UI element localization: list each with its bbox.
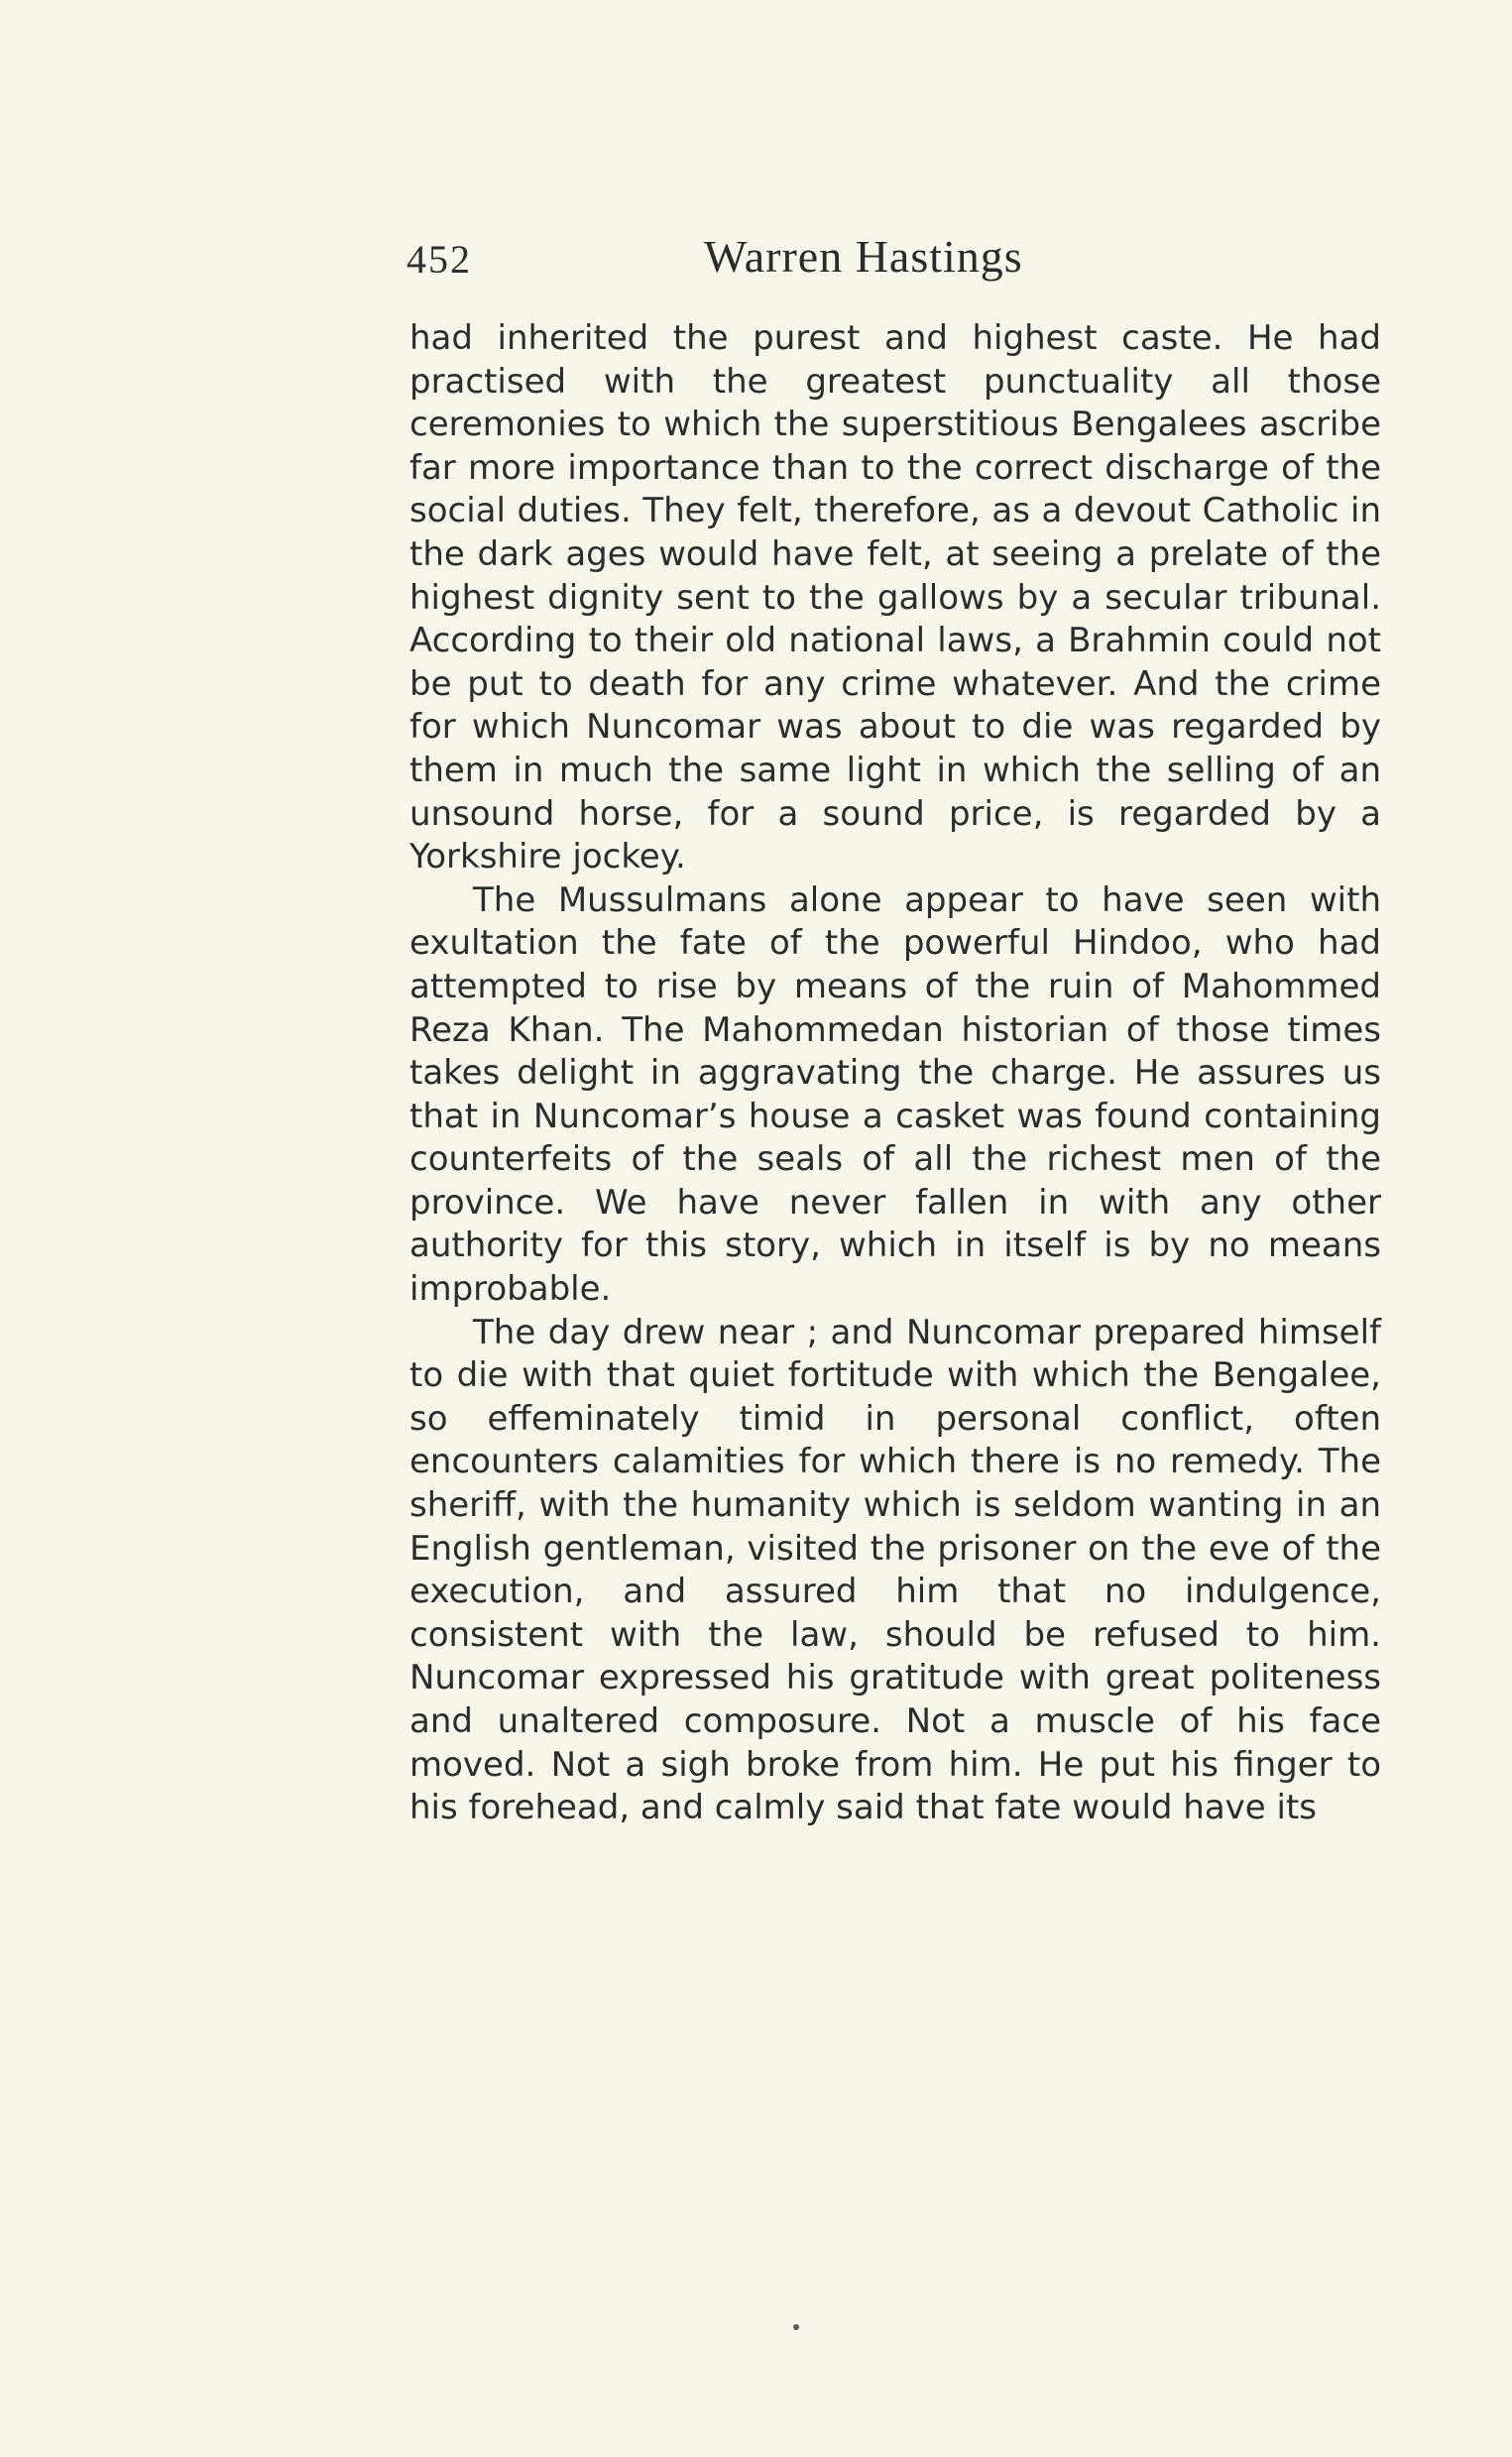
paragraph: The day drew near ; and Nuncomar prepared himself to die with that quiet fortitude with which the Bengalee, so effeminately timid in personal conflict, often encounters calamities for which there is no remedy. The sheriff, with the humanity which is seldom wanting in an English gentleman, visited the prisoner on the eve of the execution, and assured him that no indulgence, consistent with the law, should be refused to him. Nuncomar expressed his gratitude with great politeness and unaltered composure. Not a muscle of his face moved. Not a sigh broke from him. He put his finger to his forehead, and calmly said that fate would have its: [409, 1312, 1381, 1828]
page-number: 452: [407, 237, 472, 282]
page-header: [407, 230, 1383, 299]
paragraph: had inherited the purest and highest caste. He had practised with the greatest punctuality all those ceremonies to which the superstitious Bengalees ascribe far more importance than to the correct discharge of the social duties. They felt, therefore, as a devout Catholic in the dark ages would have felt, at seeing a prelate of the highest dignity sent to the gallows by a secular tribunal. According to their old national laws, a Brahmin could not be put to death for any crime whatever. And the crime for which Nuncomar was about to die was regarded by them in much the same light in which the selling of an unsound horse, for a sound price, is regarded by a Yorkshire jockey.: [409, 318, 1381, 878]
paragraph: The Mussulmans alone appear to have seen with exultation the fate of the powerful Hindoo, who had attempted to rise by means of the ruin of Mahommed Reza Khan. The Mahommedan historian of those times takes delight in aggravating the charge. He assures us that in Nuncomar’s house a casket was found containing counterfeits of the seals of all the richest men of the province. We have never fallen in with any other authority for this story, which in itself is by no means improbable.: [409, 879, 1381, 1310]
body-text: [409, 317, 1381, 1830]
running-title: Warren Hastings: [704, 231, 1023, 282]
paper-speck: [793, 2324, 799, 2330]
